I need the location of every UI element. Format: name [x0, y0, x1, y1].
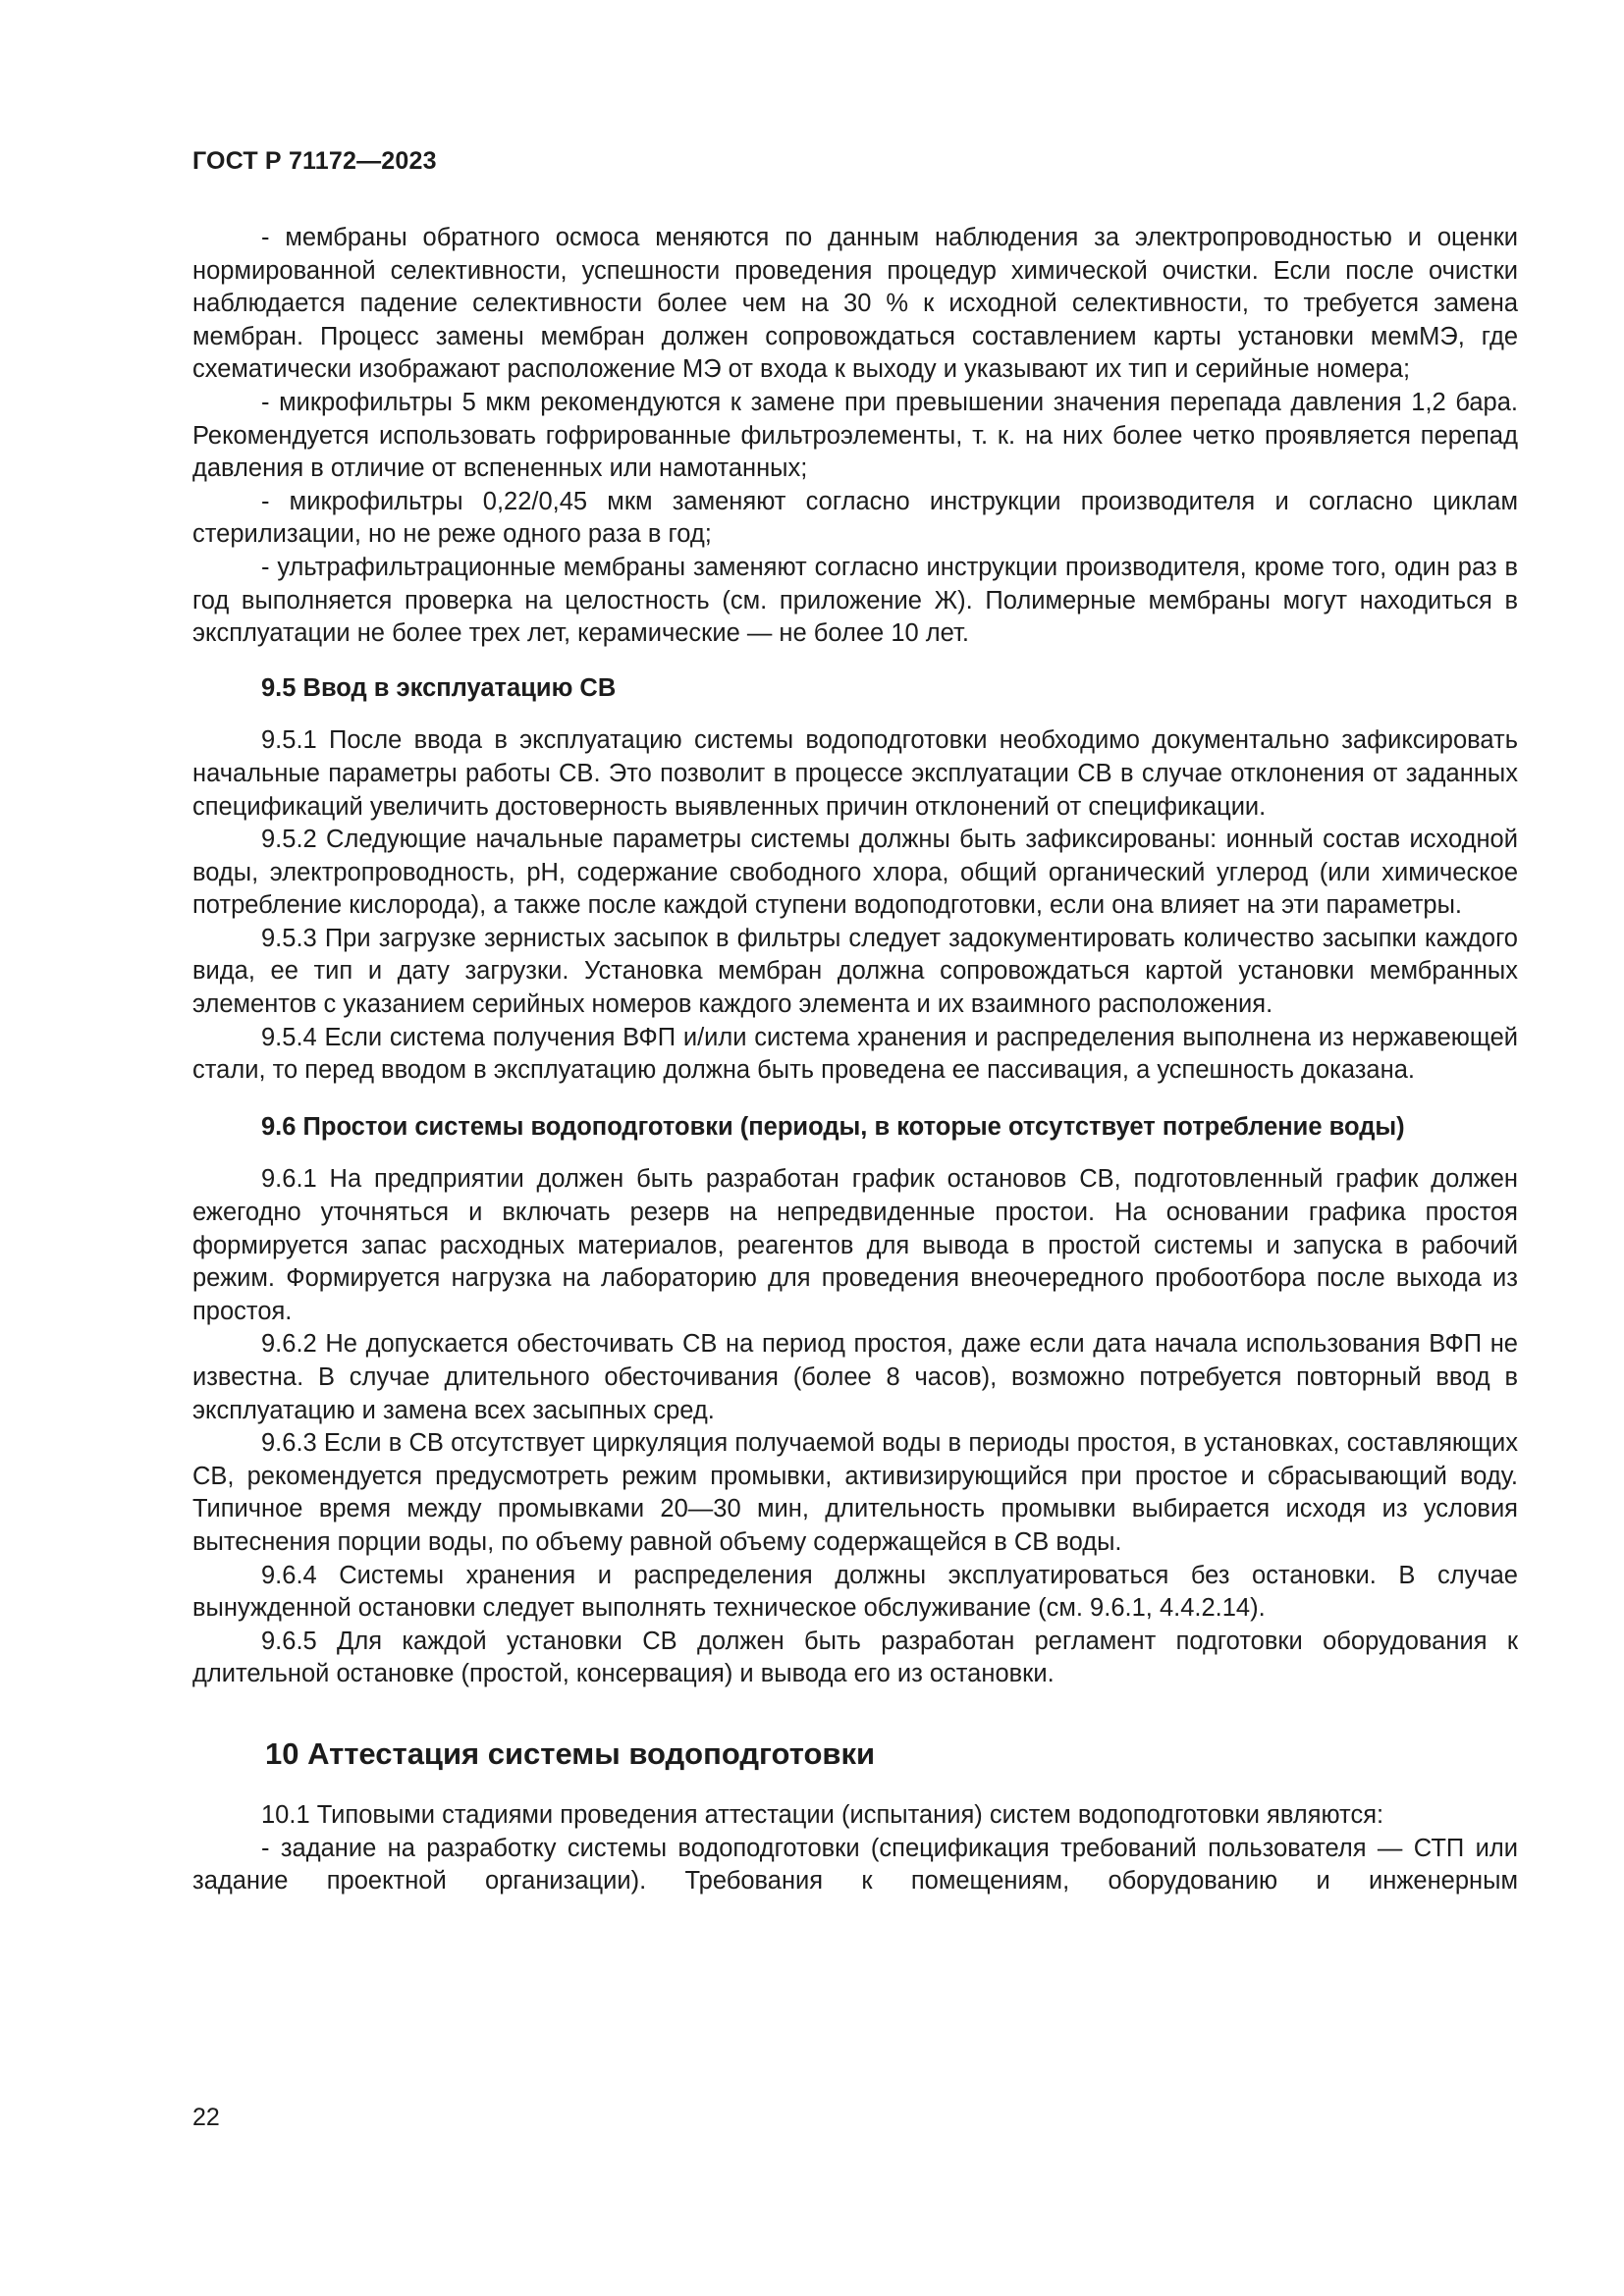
paragraph-9-5-1: 9.5.1 После ввода в эксплуатацию системы водоподготовки необходимо документально зафиксировать начальные параметры работы СВ. Это позволит в процессе эксплуатации СВ в случае отклонения от заданных спецификаций увеличить достоверность выявленных причин отклонений от спецификации. [192, 726, 1518, 821]
paragraph-9-6-1: 9.6.1 На предприятии должен быть разработан график остановов СВ, подготовленный график должен ежегодно уточняться и включать резерв на непредвиденные простои. На основании графика простоя формируется запас расходных материалов, реагентов для вывода в простой системы и запуска в рабочий режим. Формируется нагрузка на лабораторию для проведения внеочередного пробоотбора после выхода из простоя. [192, 1165, 1518, 1325]
paragraph-9-6-5: 9.6.5 Для каждой установки СВ должен быть разработан регламент подготовки оборудования к длительной остановке (простой, консервация) и вывода его из остановки. [192, 1627, 1518, 1688]
page-number: 22 [192, 2104, 220, 2131]
paragraph-9-6-2: 9.6.2 Не допускается обесточивать СВ на период простоя, даже если дата начала использования ВФП не известна. В случае длительного обесточивания (более 8 часов), возможно потребуется повторный ввод в эксплуатацию и замена всех засыпных сред. [192, 1330, 1518, 1424]
list-item: - ультрафильтрационные мембраны заменяют согласно инструкции производителя, кроме того, один раз в год выполняется проверка на целостность (см. приложение Ж). Полимерные мембраны могут находиться в эксплуатации не более трех лет, керамические — не более 10 лет. [192, 553, 1518, 648]
list-item: - микрофильтры 5 мкм рекомендуются к замене при превышении значения перепада давления 1,2 бара. Рекомендуется использовать гофрированные фильтроэлементы, т. к. на них более четко проявляется перепад давления в отличие от вспененных или намотанных; [192, 388, 1518, 483]
paragraph-9-6-3: 9.6.3 Если в СВ отсутствует циркуляция получаемой воды в периоды простоя, в установках, составляющих СВ, рекомендуется предусмотреть режим промывки, активизирующийся при простое и сбрасывающий воду. Типичное время между промывками 20—30 мин, длительность промывки выбирается исходя из условия вытеснения порции воды, по объему равной объему содержащейся в СВ воды. [192, 1429, 1518, 1556]
list-item: - мембраны обратного осмоса меняются по данным наблюдения за электропроводностью и оценки нормированной селективности, успешности проведения процедур химической очистки. Если после очистки наблюдается падение селективности более чем на 30 % к исходной селективности, то требуется замена мембран. Процесс замены мембран должен сопровождаться составлением карты установки мемМЭ, где схематически изображают расположение МЭ от входа к выходу и указывают их тип и серийные номера; [192, 224, 1518, 384]
section-title-10: 10 Аттестация системы водоподготовки [265, 1735, 876, 1771]
page-header: ГОСТ Р 71172—2023 [192, 147, 437, 175]
list-item: - задание на разработку системы водоподготовки (спецификация требований пользователя — СТП или задание проектной организации). Требования к помещениям, оборудованию и инженерным [192, 1834, 1518, 1896]
paragraph-9-5-3: 9.5.3 При загрузке зернистых засыпок в фильтры следует задокументировать количество засыпки каждого вида, ее тип и дату загрузки. Установка мембран должна сопровождаться картой установки мембранных элементов с указанием серийных номеров каждого элемента и их взаимного расположения. [192, 924, 1518, 1019]
subsection-heading-9-6: 9.6 Простои системы водоподготовки (периоды, в которые отсутствует потребление воды) [261, 1112, 1405, 1141]
document-body [192, 222, 1518, 1898]
paragraph-9-5-2: 9.5.2 Следующие начальные параметры системы должны быть зафиксированы: ионный состав исходной воды, электропроводность, рН, содержание свободного хлора, общий органический углерод (или химическое потребление кислорода), а также после каждой ступени водоподготовки, если она влияет на эти параметры. [192, 826, 1518, 920]
list-item: - микрофильтры 0,22/0,45 мкм заменяют согласно инструкции производителя и согласно циклам стерилизации, но не реже одного раза в год; [192, 487, 1518, 549]
subsection-heading-9-5: 9.5 Ввод в эксплуатацию СВ [261, 673, 617, 702]
paragraph-9-6-4: 9.6.4 Системы хранения и распределения должны эксплуатироваться без остановки. В случае вынужденной остановки следует выполнять техническое обслуживание (см. 9.6.1, 4.4.2.14). [192, 1561, 1518, 1623]
paragraph-10-1: 10.1 Типовыми стадиями проведения аттестации (испытания) систем водоподготовки являются: [261, 1800, 1384, 1829]
paragraph-9-5-4: 9.5.4 Если система получения ВФП и/или система хранения и распределения выполнена из нержавеющей стали, то перед вводом в эксплуатацию должна быть проведена ее пассивация, а успешность доказана. [192, 1023, 1518, 1085]
